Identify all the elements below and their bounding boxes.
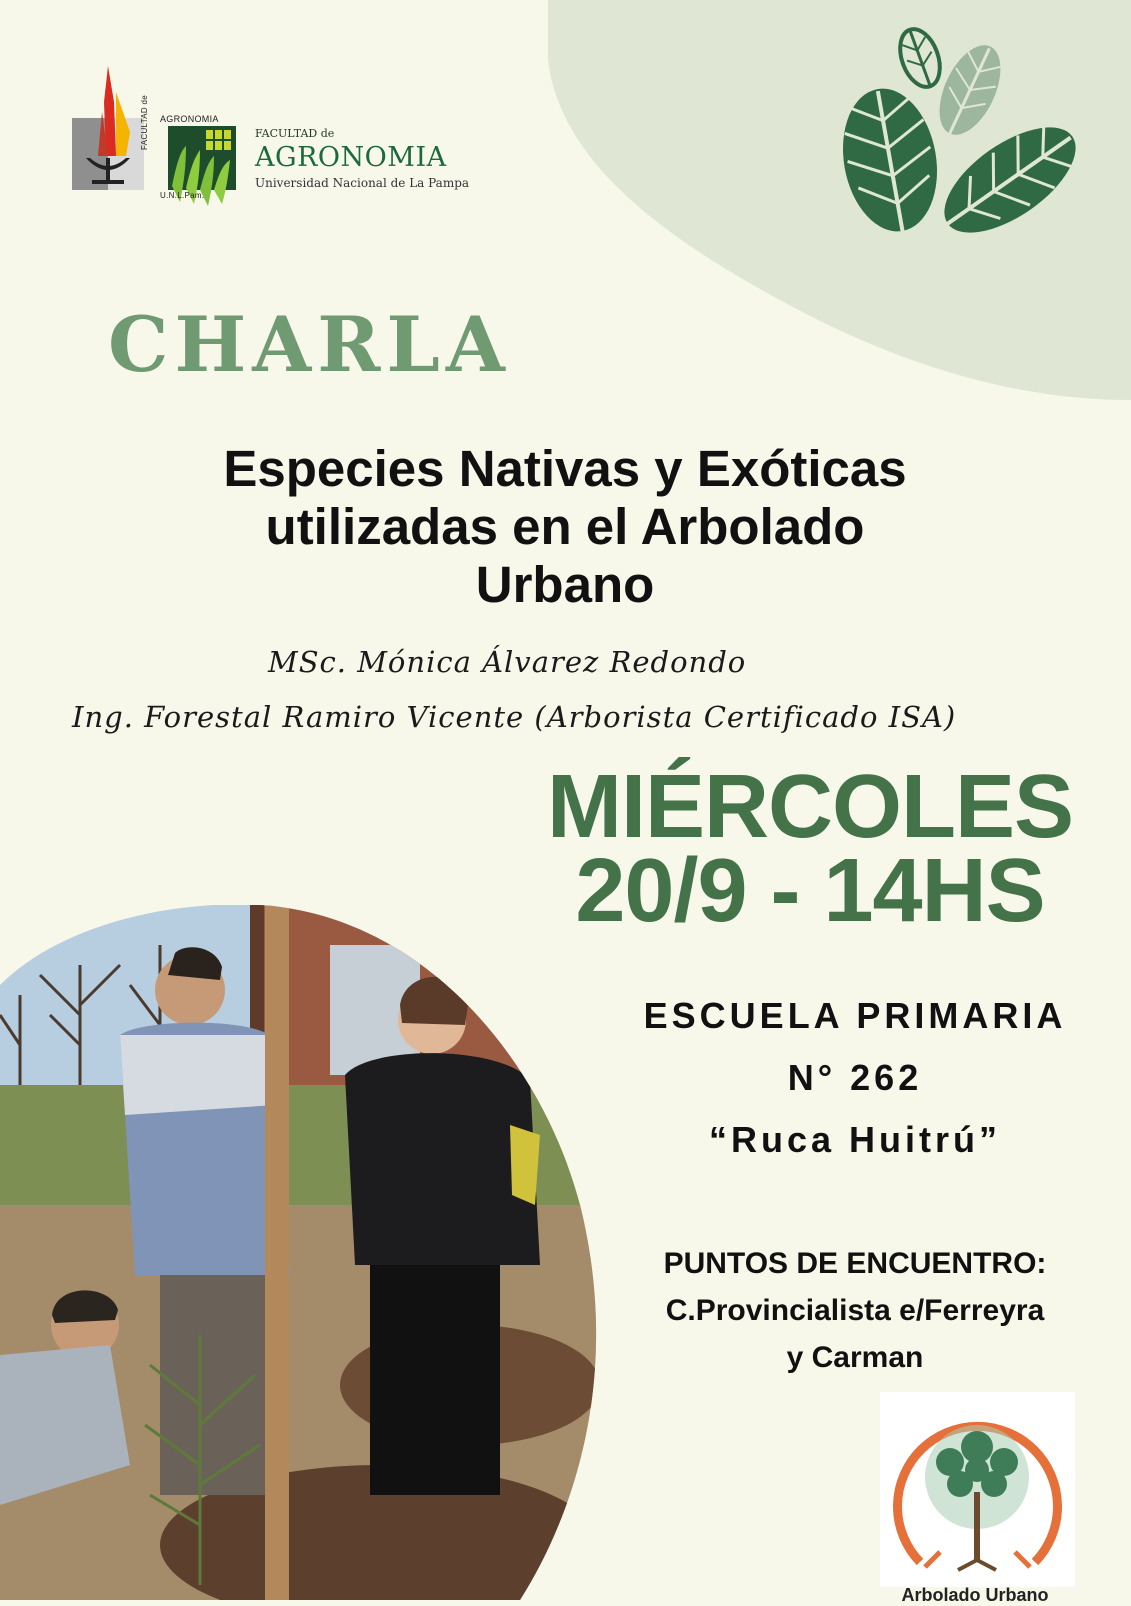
- unlpam-label: U.N.L.Pam.: [160, 191, 205, 200]
- university-torch-logo: [72, 62, 150, 194]
- event-day: MIÉRCOLES: [546, 757, 1074, 857]
- talk-title: [120, 440, 1010, 614]
- venue-line2: N° 262: [787, 1057, 923, 1098]
- event-kind-heading: CHARLA: [108, 300, 511, 389]
- talk-title-line2: utilizadas en el Arbolado: [265, 498, 865, 555]
- speaker-1: MSc. Mónica Álvarez Redondo: [268, 645, 747, 679]
- arbolado-urbano-caption: Arbolado Urbano: [901, 1585, 1049, 1605]
- meeting-point-line2: y Carman: [786, 1341, 924, 1374]
- university-name: Universidad Nacional de La Pampa: [255, 176, 470, 190]
- event-date-time: 20/9 - 14HS: [575, 841, 1045, 941]
- meeting-point-line1: C.Provincialista e/Ferreyra: [665, 1294, 1045, 1327]
- agronomia-small-label: AGRONOMIA: [160, 114, 219, 124]
- meeting-point-heading: PUNTOS DE ENCUENTRO:: [663, 1247, 1047, 1280]
- talk-title-line1: Especies Nativas y Exóticas: [223, 440, 907, 497]
- arbolado-urbano-logo: [880, 1392, 1075, 1587]
- talk-title-line3: Urbano: [475, 556, 655, 613]
- venue-line1: ESCUELA PRIMARIA: [643, 995, 1067, 1036]
- facultad-vertical-label: FACULTAD de: [140, 94, 149, 150]
- leaves-icon: [840, 20, 1100, 250]
- facultad-de-label: FACULTAD de: [255, 127, 335, 140]
- venue-line3: “Ruca Huitrú”: [708, 1119, 1001, 1160]
- venue-block: [620, 985, 1090, 1171]
- tree-planting-photo: [0, 905, 600, 1600]
- event-date: [510, 757, 1110, 941]
- faculty-name: AGRONOMIA: [255, 142, 447, 173]
- meeting-point-block: [620, 1240, 1090, 1381]
- speaker-2: Ing. Forestal Ramiro Vicente (Arborista Certificado ISA): [72, 700, 957, 734]
